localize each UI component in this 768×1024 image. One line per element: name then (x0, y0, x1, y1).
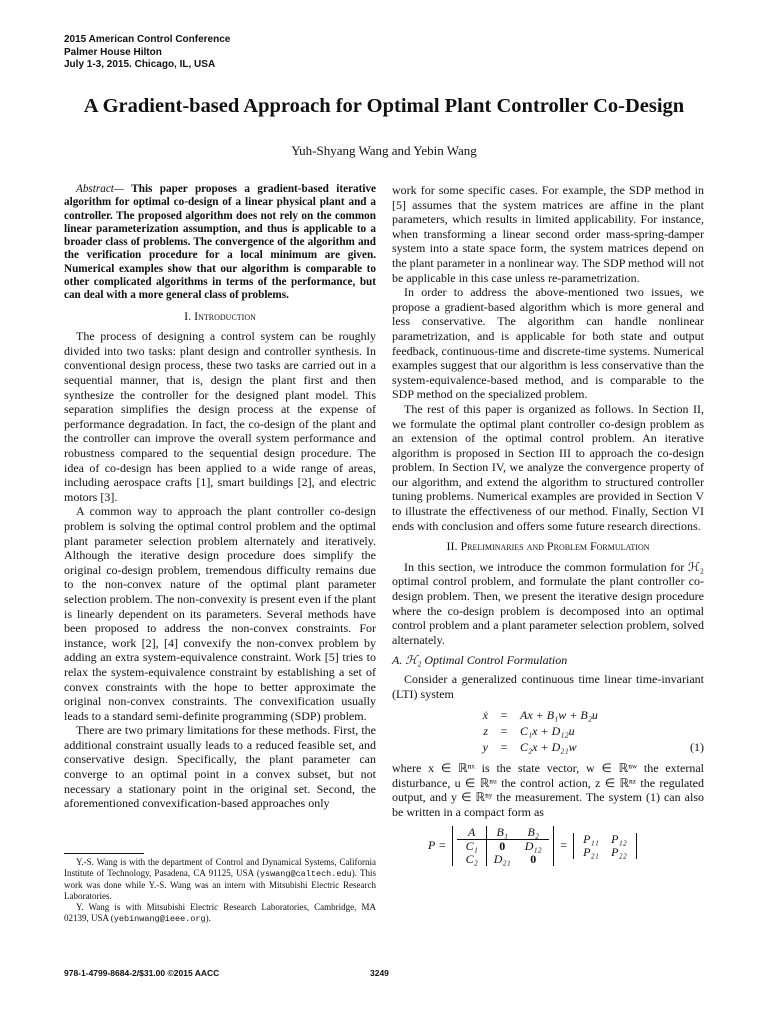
intro-paragraph-3: There are two primary limitations for these methods. First, the additional constraint usually leads to a reduced feasible set, and conservative design. Specifically, the plant parameter can converge to an optimal point in a convex subset, but not necessary a stationary point in the original set. Second, the aforementioned convexification-based approaches only (64, 723, 376, 811)
intro-paragraph-4: In order to address the above-mentioned two issues, we propose a gradient-based algorithm which is more general and less conservative. The algorithm can handle nonlinear parametrization, and is applicable for both state and output feedback, continuous-time and discrete-time systems. Numerical examples suggest that our algorithm is less conservative than the system-equivalence-based method, and is comparable to the SDP method on the specialized problem. (392, 285, 704, 402)
abstract-dash: — (113, 183, 132, 195)
section-2-number: II. (446, 539, 461, 554)
matrix-lhs: P = (428, 838, 447, 853)
abstract (64, 183, 376, 303)
equation-lhs: z (483, 723, 488, 738)
section-2-intro: In this section, we introduce the common formulation for ℋ₂ optimal control problem, and formulate the plant controller co-design problem. Then, we present the iterative design procedure where the co-design problem is decomposed into an optimal control problem and a plant parameter selection problem, solved alternately. (392, 559, 704, 647)
section-2-heading (392, 539, 704, 554)
section-2-title: Preliminaries and Problem Formulation (460, 539, 650, 554)
footnotes (64, 857, 376, 925)
equation-row (392, 723, 704, 739)
equation-lhs: ẋ (482, 707, 488, 722)
intro-continuation: work for some specific cases. For example, the SDP method in [5] assumes that the system matrices are affine in the plant parameters, which results in limited applicability. For instance, when transforming a linear second order mass-spring-damper system into a state space form, the system matrices depend on the plant parameter in a nonlinear way. The SDP method will not be applicable in this case unless re-parametrization. (392, 183, 704, 285)
matrix-equals: = (560, 838, 567, 853)
partition-matrix (573, 833, 637, 859)
footnote-1-text: Y.-S. Wang is with the department of Control and Dynamical Systems, California Institute of Technology, Pasadena, CA 91125, USA ( (64, 857, 376, 878)
footnote-1-tail: ). This work was done while Y.-S. Wang was an intern with Mitsubishi Electric Research Laboratories. (64, 868, 376, 901)
footnote-2-text: Y. Wang is with Mitsubishi Electric Research Laboratories, Cambridge, MA 02139, USA ( (64, 902, 376, 923)
matrix-cell: C₂ (457, 853, 487, 866)
conference-name: 2015 American Control Conference (64, 34, 231, 45)
abstract-text: This paper proposes a gradient-based iterative algorithm for optimal co-design of a linear physical plant and a controller. The proposed algorithm does not rely on the common linear parameterization assumption, and thus is applicable to a broader class of problems. The convergence of the algorithm and the verification procedure for a local minimum are given. Numerical examples show that our algorithm is comparable to other complicated algorithms in terms of the performance, but can deal with a more general class of problems. (64, 183, 376, 302)
subsection-a-intro: Consider a generalized continuous time linear time-invariant (LTI) system (392, 672, 704, 701)
isbn-copyright: 978-1-4799-8684-2/$31.00 ©2015 AACC (64, 968, 220, 978)
intro-paragraph-2: A common way to approach the plant controller co-design problem is solving the optimal control problem and the optimal plant parameter selection problem alternately and iteratively. Although the iterative design procedure does simplify the original co-design problem, tremendous difficulty remains due to the non-convex nature of the optimal plant parameter selection problem. The non-convexity is present even if the plant is linearly dependent on its parameters. Several methods have been proposed to address the non-convex constraints. For instance, work [2], [4] convexify the non-convex problem by adding an extra system-equivalence constraint. Work [5] tries to relax the system-equivalence constraint by establishing a set of convex constraints with the hope to better approximate the original non-convex constraints. The convexification usually leads to a standard semi-definite programming (SDP) problem. (64, 504, 376, 723)
footnote-2-tail: ). (205, 913, 211, 923)
equation-rel: = (500, 723, 508, 738)
equation-row (392, 707, 704, 723)
intro-paragraph-5: The rest of this paper is organized as follows. In Section II, we formulate the optimal plant controller co-design problem as an extension of the optimal control problem. An iterative algorithm is proposed in Section III to approach the co-design problem. In Section IV, we analyze the convergence property of our algorithm, and extend the algorithm to structured controller tuning problems. Numerical examples are provided in Section V to illustrate the effectiveness of our method. Finally, Section VI ends with conclusion and offers some future research directions. (392, 401, 704, 533)
section-1-heading (64, 309, 376, 324)
conference-header (64, 34, 230, 72)
email-link-yebinwang[interactable]: yebinwang@ieee.org (113, 914, 206, 924)
footnote-2 (64, 902, 376, 925)
matrix-cell: P₂₂ (611, 844, 627, 859)
equation-rhs: Ax + B₁w + B₂u (520, 707, 598, 722)
abstract-lead: Abstract (76, 183, 114, 195)
equation-rel: = (500, 707, 508, 722)
left-column (64, 183, 376, 811)
matrix-cell: 0 (499, 838, 506, 853)
matrix-cell: C₁ (457, 840, 487, 853)
right-column (392, 183, 704, 866)
paper-title: A Gradient-based Approach for Optimal Plant Controller Co-Design (83, 95, 685, 117)
matrix-cell: A (457, 826, 487, 840)
equation-explanation: where x ∈ ℝⁿˣ is the state vector, w ∈ ℝⁿʷ the external disturbance, u ∈ ℝⁿᵘ the control action, z ∈ ℝⁿᶻ the regulated output, and y ∈ ℝⁿʸ the measurement. The system (1) can also be written in a compact form as (392, 761, 704, 819)
equation-row (392, 739, 704, 755)
matrix-cell: P₁₁ (583, 831, 599, 846)
matrix-cell: D₁₂ (524, 838, 542, 853)
conference-venue: Palmer House Hilton (64, 46, 162, 58)
matrix-cell: 0 (530, 851, 537, 866)
matrix-cell: B₂ (517, 826, 549, 840)
equation-rhs: C₁x + D₁₂u (520, 723, 575, 738)
page-number: 3249 (370, 968, 389, 978)
conference-dates: July 1-3, 2015. Chicago, IL, USA (64, 59, 216, 70)
equation-rhs: C₂x + D₂₁w (520, 739, 577, 754)
equation-rel: = (500, 739, 508, 754)
compact-form-matrix (428, 826, 704, 866)
matrix-cell: D₂₁ (493, 851, 511, 866)
section-1-number: I. (184, 308, 195, 323)
matrix-cell: B₁ (487, 826, 517, 840)
system-equations (392, 707, 704, 755)
email-link-yswang[interactable]: yswang@caltech.edu (259, 869, 352, 879)
system-matrix (452, 826, 554, 866)
subsection-a-heading: A. ℋ₂ Optimal Control Formulation (392, 653, 568, 668)
footnote-1 (64, 857, 376, 902)
paper-authors: Yuh-Shyang Wang and Yebin Wang (291, 143, 477, 158)
footnote-rule (64, 853, 144, 854)
section-1-title: Introduction (194, 308, 256, 323)
matrix-cell: P₂₁ (583, 844, 599, 859)
matrix-cell: P₁₂ (611, 831, 627, 846)
equation-lhs: y (482, 739, 488, 754)
intro-paragraph-1: The process of designing a control system can be roughly divided into two tasks: plant design and controller synthesis. In conventional design process, these two tasks are carried out in a sequential manner, that is, design the plant first and then synthesize the controller for the designed plant model. This separation simplifies the design process at the expense of performance degradation. In fact, the co-design of the plant and the controller can improve the overall system performance and robustness compared to the sequential design procedure. The idea of co-design has been applied to a wide range of areas, including aerospace crafts [1], smart buildings [2], and electric motors [3]. (64, 329, 376, 504)
equation-number: (1) (690, 739, 704, 754)
